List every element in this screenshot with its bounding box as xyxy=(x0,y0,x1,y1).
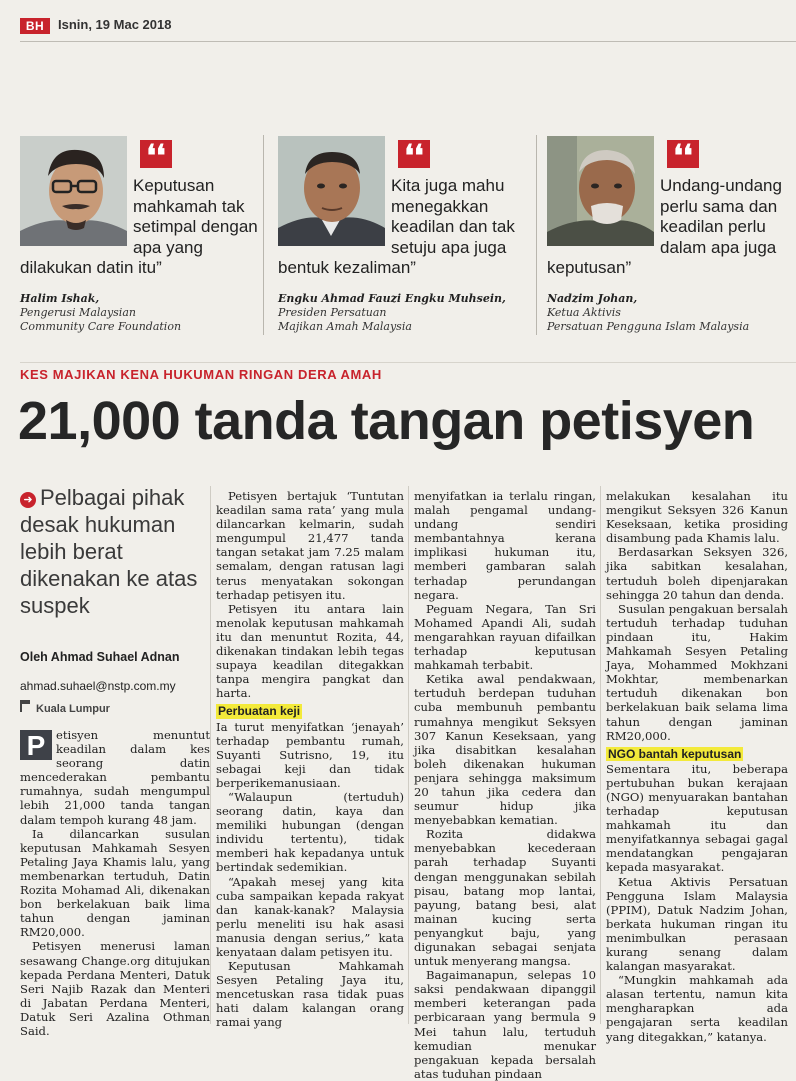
article-paragraph: Peguam Negara, Tan Sri Mohamed Apandi Ali, sudah mengarahkan rayuan difailkan terhadap keputusan mahkamah terbabit. xyxy=(414,601,596,673)
article-paragraph: Keputusan Mahkamah Sesyen Petaling Jaya itu, mencetuskan rasa tidak puas hati dalam kalangan orang ramai yang xyxy=(216,959,404,1030)
quote-role-3 xyxy=(547,306,796,334)
article-paragraph: melakukan kesalahan itu mengikut Seksyen 326 Kanun Keseksaan, ketika prosiding disambung pada Khamis lalu. xyxy=(606,489,788,546)
lead-text: Pelbagai pihak desak hukuman lebih berat dikenakan ke atas suspek xyxy=(20,485,198,618)
article-paragraph: menyifatkan ia terlalu ringan, malah pengamal undang-undang sendiri membantahnya kerana implikasi hukuman itu, memberi gambaran salah terhadap perundangan negara. xyxy=(414,489,596,602)
article-paragraph: “Walaupun (tertuduh) seorang datin, kaya dan memiliki hubungan (dengan individu tertentu), tidak memberi hak kepadanya untuk bertindak sedemikian. xyxy=(216,789,404,875)
subheading-perbuatan-keji: Perbuatan keji xyxy=(218,704,301,719)
quote-role-3-line-1: Ketua Aktivis xyxy=(547,306,621,319)
quote-divider xyxy=(263,135,264,335)
quote-role-2-line-1: Presiden Persatuan xyxy=(278,306,387,319)
page-header xyxy=(0,0,796,44)
article-paragraph: Petisyen menerusi laman sesawang Change.org ditujukan kepada Perdana Menteri, Datuk Seri Najib Razak dan Menteri di Jabatan Perdana Menteri, Datuk Seri Azalina Othman Said. xyxy=(20,939,210,1038)
quote-box-3 xyxy=(547,130,796,340)
lead-summary xyxy=(20,484,210,619)
article-paragraph: “Apakah mesej yang kita cuba sampaikan kepada rakyat dan kanak-kanak? Malaysia perlu meneliti isu hak asasi manusia dengan serius,” kata kenyataan dalam petisyen itu. xyxy=(216,874,404,959)
kicker-rule xyxy=(20,362,796,363)
quote-name-1: Halim Ishak, xyxy=(20,292,100,305)
quote-name-3: Nadzim Johan, xyxy=(547,292,638,305)
quote-mark-icon: ❛❛ xyxy=(398,140,430,168)
article-paragraph: “Mungkin mahkamah ada alasan tertentu, namun kita mengharapkan ada pengajaran serta keadilan yang ditegakkan,” katanya. xyxy=(606,973,788,1044)
arrow-bullet-icon: ➜ xyxy=(20,492,36,508)
headline: 21,000 tanda tangan petisyen xyxy=(18,391,755,451)
column-rule xyxy=(408,486,409,1024)
article-paragraph: Rozita didakwa menyebabkan kecederaan parah terhadap Suyanti dengan menggunakan sebilah pisau, batang mop lantai, payung, batang besi, alat mainan kucing serta penyangkut baju, yang digunakan sebagai senjata untuk menyerang mangsa. xyxy=(414,827,596,969)
article-paragraph: Ketua Aktivis Persatuan Pengguna Islam Malaysia (PPIM), Datuk Nadzim Johan, berkata hukuman ringan itu menimbulkan perasaan kurang senang dalam kalangan masyarakat. xyxy=(606,874,788,974)
bh-logo: BH xyxy=(20,18,50,34)
article-paragraph xyxy=(20,728,210,827)
quote-box-1 xyxy=(20,130,270,340)
quote-name-2: Engku Ahmad Fauzi Engku Muhsein, xyxy=(278,292,506,305)
flag-icon xyxy=(20,700,30,712)
quote-divider xyxy=(536,135,537,335)
author-email: ahmad.suhael@nstp.com.my xyxy=(20,679,176,693)
quote-role-2 xyxy=(278,306,528,334)
article-column-2 xyxy=(216,489,404,1030)
byline: Oleh Ahmad Suhael Adnan xyxy=(20,650,180,664)
subheading-ngo-bantah: NGO bantah keputusan xyxy=(608,746,742,761)
quote-mark-icon: ❛❛ xyxy=(667,140,699,168)
article-paragraph: Sementara itu, beberapa pertubuhan bukan kerajaan (NGO) menyuarakan bantahan terhadap keputusan mahkamah itu dan menyifatkannya sebagai gagal mendatangkan pengajaran kepada masyarakat. xyxy=(606,761,788,875)
article-paragraph: Ia turut menyifatkan ‘jenayah’ terhadap pembantu rumah, Suyanti Sutrisno, 19, itu sebagai keji dan tidak berperikemanusiaan. xyxy=(216,719,404,790)
quote-body-2: Kita juga mahu menegakkan keadilan dan tak setuju apa juga bentuk kezaliman” xyxy=(278,176,515,277)
page-date: Isnin, 19 Mac 2018 xyxy=(58,17,172,32)
drop-cap: P xyxy=(20,730,52,760)
quote-role-2-line-2: Majikan Amah Malaysia xyxy=(278,320,412,333)
quote-box-2 xyxy=(278,130,528,340)
article-column-1 xyxy=(20,728,210,1038)
quote-role-1-line-2: Community Care Foundation xyxy=(20,320,182,333)
dateline xyxy=(20,700,110,715)
kicker: KES MAJIKAN KENA HUKUMAN RINGAN DERA AMAH xyxy=(20,367,382,382)
article-paragraph: Bagaimanapun, selepas 10 saksi pendakwaan dipanggil memberi keterangan pada perbicaraan yang bermula 9 Mei tahun lalu, tertuduh kemudian menukar pengakuan kepada bersalah atas tuduhan pindaan xyxy=(414,968,596,1081)
quote-role-1 xyxy=(20,306,270,334)
article-paragraph: Susulan pengakuan bersalah tertuduh terhadap tuduhan pindaan itu, Hakim Mahkamah Sesyen Petaling Jaya, Mohammed Mokhzani Mokhtar, membenarkan tertuduh dikenakan bon berkelakuan baik selama lima tahun dengan jaminan RM20,000. xyxy=(606,601,789,743)
quote-role-1-line-1: Pengerusi Malaysian xyxy=(20,306,136,319)
quote-body-1: Keputusan mahkamah tak setimpal dengan apa yang dilakukan datin itu” xyxy=(20,176,258,277)
column-rule xyxy=(210,486,211,1024)
article-paragraph: Berdasarkan Seksyen 326, jika sabitkan kesalahan, tertuduh boleh dipenjarakan sehingga 20 tahun dan denda. xyxy=(606,545,788,602)
quote-text-2 xyxy=(278,176,528,279)
article-paragraph: Ia dilancarkan susulan keputusan Mahkamah Sesyen Petaling Jaya Khamis lalu, yang membenarkan tertuduh, Datin Rozita Mohamad Ali, dikenakan bon berkelakuan baik lima tahun dengan jaminan RM20,000. xyxy=(20,826,210,940)
article-column-3 xyxy=(414,489,596,1081)
article-paragraph: Ketika awal pendakwaan, tertuduh berdepan tuduhan cuba membunuh pembantu rumahnya mengikut Seksyen 307 Kanun Keseksaan, yang jika disabitkan kesalahan boleh dikenakan hukuman penjara sehingga maksimum 20 tahun jika cedera dan seumur hidup jika menyebabkan kematian. xyxy=(414,672,596,828)
dateline-location: Kuala Lumpur xyxy=(36,703,110,715)
column-rule xyxy=(600,486,601,1024)
quote-mark-icon: ❛❛ xyxy=(140,140,172,168)
article-paragraph: Petisyen bertajuk ‘Tuntutan keadilan sama rata’ yang mula dilancarkan kelmarin, sudah mengumpul 21,477 tanda tangan setakat jam 7.25 malam semalam, dengan ratusan lagi terus menyatakan sokongan terhadap petisyen itu. xyxy=(216,489,404,602)
quote-text-1 xyxy=(20,176,270,279)
quote-body-3: Undang-undang perlu sama dan keadilan perlu dalam apa juga keputusan” xyxy=(547,176,782,277)
article-paragraph: Petisyen itu antara lain menolak keputusan mahkamah itu dan menuntut Rozita, 44, dikenakan tindakan lebih tegas supaya keadilan ditegakkan tanpa mengira pangkat dan harta. xyxy=(216,601,404,701)
article-column-4 xyxy=(606,489,788,1044)
quote-role-3-line-2: Persatuan Pengguna Islam Malaysia xyxy=(547,320,750,333)
paragraph-text: etisyen menuntut keadilan dalam kes seorang datin mencederakan pembantu rumahnya, sudah mengumpul lebih 21,000 tanda tangan dalam tempoh kurang 48 jam. xyxy=(20,728,210,827)
quote-text-3 xyxy=(547,176,796,279)
header-rule xyxy=(20,41,796,42)
